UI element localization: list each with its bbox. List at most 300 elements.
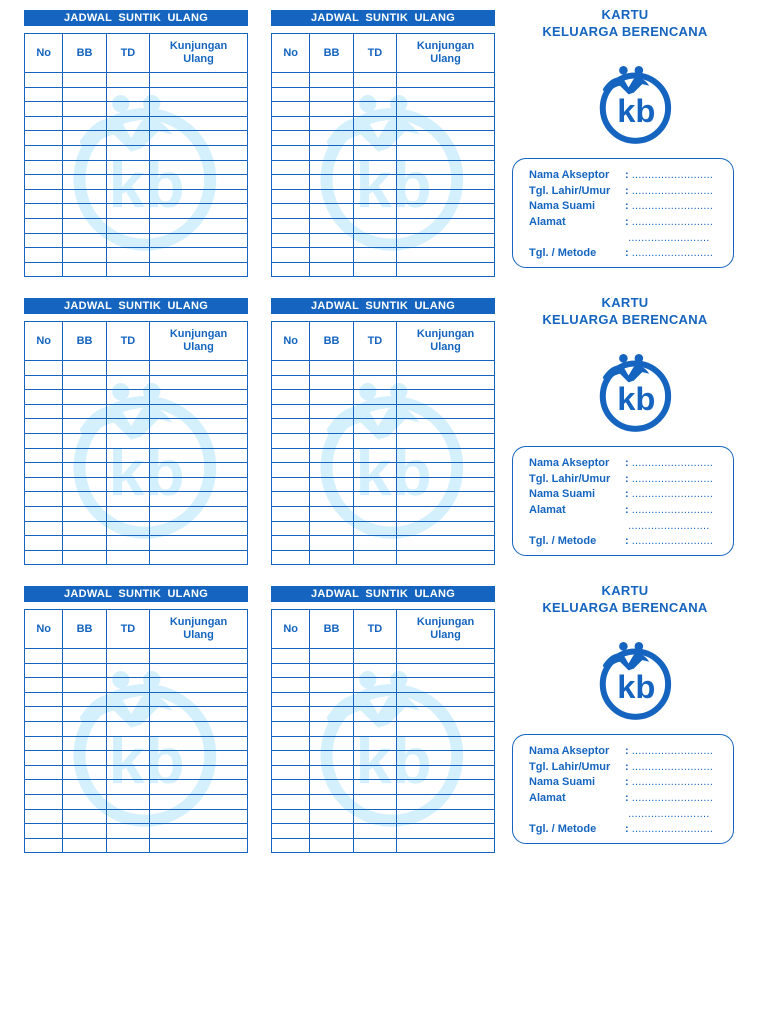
- info-field[interactable]: [529, 535, 713, 547]
- table-cell[interactable]: [25, 521, 63, 536]
- table-cell[interactable]: [63, 765, 106, 780]
- table-cell[interactable]: [353, 175, 396, 190]
- table-cell[interactable]: [63, 692, 106, 707]
- table-cell[interactable]: [63, 262, 106, 277]
- table-row[interactable]: [25, 248, 248, 263]
- table-cell[interactable]: [150, 189, 248, 204]
- table-cell[interactable]: [353, 794, 396, 809]
- table-cell[interactable]: [63, 448, 106, 463]
- table-cell[interactable]: [397, 404, 495, 419]
- table-cell[interactable]: [310, 477, 353, 492]
- table-cell[interactable]: [397, 175, 495, 190]
- table-cell[interactable]: [63, 736, 106, 751]
- table-cell[interactable]: [106, 794, 149, 809]
- table-row[interactable]: [25, 809, 248, 824]
- table-cell[interactable]: [106, 175, 149, 190]
- table-cell[interactable]: [63, 233, 106, 248]
- table-row[interactable]: [25, 492, 248, 507]
- table-row[interactable]: [25, 448, 248, 463]
- table-cell[interactable]: [106, 233, 149, 248]
- table-cell[interactable]: [63, 838, 106, 853]
- table-cell[interactable]: [63, 824, 106, 839]
- table-cell[interactable]: [25, 361, 63, 376]
- table-cell[interactable]: [272, 390, 310, 405]
- table-row[interactable]: [272, 521, 495, 536]
- table-cell[interactable]: [106, 663, 149, 678]
- table-cell[interactable]: [310, 492, 353, 507]
- table-row[interactable]: [25, 678, 248, 693]
- table-cell[interactable]: [272, 649, 310, 664]
- table-cell[interactable]: [353, 145, 396, 160]
- table-cell[interactable]: [106, 262, 149, 277]
- table-cell[interactable]: [25, 116, 63, 131]
- table-cell[interactable]: [397, 145, 495, 160]
- table-cell[interactable]: [63, 204, 106, 219]
- table-row[interactable]: [272, 506, 495, 521]
- table-cell[interactable]: [25, 536, 63, 551]
- table-row[interactable]: [25, 175, 248, 190]
- table-cell[interactable]: [310, 404, 353, 419]
- table-cell[interactable]: [106, 448, 149, 463]
- table-cell[interactable]: [397, 751, 495, 766]
- table-cell[interactable]: [353, 649, 396, 664]
- table-cell[interactable]: [106, 160, 149, 175]
- table-cell[interactable]: [106, 751, 149, 766]
- table-row[interactable]: [25, 521, 248, 536]
- table-cell[interactable]: [106, 536, 149, 551]
- table-row[interactable]: [272, 678, 495, 693]
- field-value[interactable]: .........................: [631, 776, 714, 788]
- table-cell[interactable]: [272, 189, 310, 204]
- table-cell[interactable]: [63, 492, 106, 507]
- table-cell[interactable]: [310, 116, 353, 131]
- table-cell[interactable]: [272, 448, 310, 463]
- table-row[interactable]: [25, 189, 248, 204]
- table-cell[interactable]: [353, 204, 396, 219]
- table-cell[interactable]: [397, 375, 495, 390]
- table-row[interactable]: [272, 448, 495, 463]
- table-cell[interactable]: [397, 87, 495, 102]
- table-row[interactable]: [272, 145, 495, 160]
- table-cell[interactable]: [25, 419, 63, 434]
- table-cell[interactable]: [150, 248, 248, 263]
- table-cell[interactable]: [353, 233, 396, 248]
- table-cell[interactable]: [63, 809, 106, 824]
- table-cell[interactable]: [397, 463, 495, 478]
- table-cell[interactable]: [106, 477, 149, 492]
- table-cell[interactable]: [353, 160, 396, 175]
- table-cell[interactable]: [150, 204, 248, 219]
- table-cell[interactable]: [150, 175, 248, 190]
- table-row[interactable]: [272, 204, 495, 219]
- table-cell[interactable]: [310, 550, 353, 565]
- table-cell[interactable]: [397, 204, 495, 219]
- field-value[interactable]: .........................: [631, 761, 714, 773]
- info-field[interactable]: [529, 488, 713, 500]
- table-cell[interactable]: [150, 765, 248, 780]
- table-cell[interactable]: [397, 73, 495, 88]
- table-row[interactable]: [25, 692, 248, 707]
- table-cell[interactable]: [63, 477, 106, 492]
- table-cell[interactable]: [272, 692, 310, 707]
- table-cell[interactable]: [25, 649, 63, 664]
- table-row[interactable]: [25, 433, 248, 448]
- table-cell[interactable]: [310, 663, 353, 678]
- table-row[interactable]: [272, 736, 495, 751]
- table-cell[interactable]: [25, 433, 63, 448]
- table-cell[interactable]: [106, 649, 149, 664]
- table-cell[interactable]: [150, 87, 248, 102]
- table-cell[interactable]: [353, 87, 396, 102]
- table-cell[interactable]: [25, 131, 63, 146]
- table-cell[interactable]: [353, 116, 396, 131]
- table-cell[interactable]: [272, 102, 310, 117]
- field-value[interactable]: .........................: [628, 232, 710, 244]
- table-cell[interactable]: [272, 521, 310, 536]
- table-cell[interactable]: [397, 218, 495, 233]
- table-cell[interactable]: [397, 233, 495, 248]
- table-row[interactable]: [272, 838, 495, 853]
- table-cell[interactable]: [397, 506, 495, 521]
- table-cell[interactable]: [150, 809, 248, 824]
- table-row[interactable]: [25, 477, 248, 492]
- table-cell[interactable]: [150, 262, 248, 277]
- table-cell[interactable]: [353, 521, 396, 536]
- table-cell[interactable]: [106, 404, 149, 419]
- table-cell[interactable]: [272, 233, 310, 248]
- table-cell[interactable]: [310, 649, 353, 664]
- table-row[interactable]: [272, 663, 495, 678]
- table-row[interactable]: [25, 145, 248, 160]
- table-row[interactable]: [25, 116, 248, 131]
- table-cell[interactable]: [150, 751, 248, 766]
- table-cell[interactable]: [397, 116, 495, 131]
- table-cell[interactable]: [63, 649, 106, 664]
- table-cell[interactable]: [25, 692, 63, 707]
- table-cell[interactable]: [397, 649, 495, 664]
- table-cell[interactable]: [25, 736, 63, 751]
- table-cell[interactable]: [397, 390, 495, 405]
- table-cell[interactable]: [397, 838, 495, 853]
- table-cell[interactable]: [25, 824, 63, 839]
- table-cell[interactable]: [353, 433, 396, 448]
- table-cell[interactable]: [63, 550, 106, 565]
- table-cell[interactable]: [397, 663, 495, 678]
- table-cell[interactable]: [353, 721, 396, 736]
- table-cell[interactable]: [310, 736, 353, 751]
- table-cell[interactable]: [106, 824, 149, 839]
- table-row[interactable]: [25, 649, 248, 664]
- table-row[interactable]: [272, 102, 495, 117]
- table-cell[interactable]: [310, 433, 353, 448]
- table-row[interactable]: [272, 419, 495, 434]
- info-field[interactable]: [529, 808, 709, 820]
- field-value[interactable]: .........................: [628, 808, 710, 820]
- table-cell[interactable]: [150, 404, 248, 419]
- table-cell[interactable]: [25, 492, 63, 507]
- table-row[interactable]: [272, 116, 495, 131]
- info-field[interactable]: [529, 457, 713, 469]
- table-row[interactable]: [272, 390, 495, 405]
- table-cell[interactable]: [310, 204, 353, 219]
- table-row[interactable]: [25, 794, 248, 809]
- table-cell[interactable]: [272, 262, 310, 277]
- table-cell[interactable]: [353, 477, 396, 492]
- table-cell[interactable]: [353, 248, 396, 263]
- table-cell[interactable]: [272, 492, 310, 507]
- table-cell[interactable]: [106, 248, 149, 263]
- table-cell[interactable]: [272, 721, 310, 736]
- table-row[interactable]: [25, 736, 248, 751]
- field-value[interactable]: .........................: [628, 520, 710, 532]
- table-cell[interactable]: [25, 102, 63, 117]
- table-cell[interactable]: [106, 809, 149, 824]
- field-value[interactable]: .........................: [631, 535, 714, 547]
- table-cell[interactable]: [106, 506, 149, 521]
- table-cell[interactable]: [150, 838, 248, 853]
- table-cell[interactable]: [25, 707, 63, 722]
- info-field[interactable]: [529, 200, 713, 212]
- table-row[interactable]: [25, 204, 248, 219]
- table-cell[interactable]: [353, 780, 396, 795]
- table-cell[interactable]: [310, 189, 353, 204]
- table-cell[interactable]: [397, 678, 495, 693]
- table-cell[interactable]: [63, 751, 106, 766]
- table-cell[interactable]: [25, 218, 63, 233]
- table-cell[interactable]: [25, 248, 63, 263]
- table-cell[interactable]: [272, 707, 310, 722]
- table-row[interactable]: [272, 492, 495, 507]
- table-cell[interactable]: [310, 73, 353, 88]
- table-cell[interactable]: [310, 707, 353, 722]
- table-cell[interactable]: [25, 678, 63, 693]
- table-row[interactable]: [272, 780, 495, 795]
- table-cell[interactable]: [106, 390, 149, 405]
- table-row[interactable]: [272, 692, 495, 707]
- table-cell[interactable]: [106, 463, 149, 478]
- table-row[interactable]: [25, 838, 248, 853]
- table-row[interactable]: [272, 404, 495, 419]
- table-cell[interactable]: [25, 375, 63, 390]
- table-cell[interactable]: [272, 809, 310, 824]
- table-cell[interactable]: [397, 131, 495, 146]
- table-cell[interactable]: [106, 736, 149, 751]
- table-cell[interactable]: [63, 175, 106, 190]
- table-cell[interactable]: [310, 448, 353, 463]
- table-cell[interactable]: [353, 809, 396, 824]
- table-cell[interactable]: [106, 433, 149, 448]
- table-cell[interactable]: [106, 87, 149, 102]
- info-field[interactable]: [529, 232, 709, 244]
- table-cell[interactable]: [63, 248, 106, 263]
- table-cell[interactable]: [353, 550, 396, 565]
- table-cell[interactable]: [25, 262, 63, 277]
- table-row[interactable]: [25, 102, 248, 117]
- info-field[interactable]: [529, 823, 713, 835]
- table-cell[interactable]: [397, 736, 495, 751]
- table-cell[interactable]: [25, 809, 63, 824]
- table-cell[interactable]: [63, 678, 106, 693]
- table-cell[interactable]: [397, 794, 495, 809]
- table-row[interactable]: [25, 506, 248, 521]
- table-cell[interactable]: [353, 506, 396, 521]
- table-cell[interactable]: [150, 102, 248, 117]
- table-row[interactable]: [25, 160, 248, 175]
- table-cell[interactable]: [25, 838, 63, 853]
- table-cell[interactable]: [397, 102, 495, 117]
- table-row[interactable]: [272, 433, 495, 448]
- table-cell[interactable]: [106, 73, 149, 88]
- table-cell[interactable]: [25, 233, 63, 248]
- table-cell[interactable]: [106, 780, 149, 795]
- table-cell[interactable]: [353, 692, 396, 707]
- table-row[interactable]: [25, 218, 248, 233]
- table-cell[interactable]: [272, 375, 310, 390]
- table-cell[interactable]: [150, 375, 248, 390]
- table-cell[interactable]: [397, 809, 495, 824]
- table-cell[interactable]: [150, 361, 248, 376]
- table-cell[interactable]: [150, 390, 248, 405]
- table-row[interactable]: [272, 765, 495, 780]
- table-row[interactable]: [25, 233, 248, 248]
- table-cell[interactable]: [353, 663, 396, 678]
- table-cell[interactable]: [310, 809, 353, 824]
- table-cell[interactable]: [272, 361, 310, 376]
- table-cell[interactable]: [63, 73, 106, 88]
- table-cell[interactable]: [63, 794, 106, 809]
- table-cell[interactable]: [25, 404, 63, 419]
- table-cell[interactable]: [353, 404, 396, 419]
- table-cell[interactable]: [25, 175, 63, 190]
- table-cell[interactable]: [397, 692, 495, 707]
- info-field[interactable]: [529, 169, 713, 181]
- table-cell[interactable]: [150, 477, 248, 492]
- table-cell[interactable]: [310, 262, 353, 277]
- table-cell[interactable]: [272, 838, 310, 853]
- table-cell[interactable]: [25, 721, 63, 736]
- table-cell[interactable]: [353, 131, 396, 146]
- table-cell[interactable]: [150, 419, 248, 434]
- table-cell[interactable]: [150, 521, 248, 536]
- table-cell[interactable]: [272, 204, 310, 219]
- table-cell[interactable]: [310, 506, 353, 521]
- table-row[interactable]: [272, 87, 495, 102]
- table-cell[interactable]: [150, 780, 248, 795]
- table-cell[interactable]: [25, 390, 63, 405]
- table-cell[interactable]: [106, 375, 149, 390]
- table-cell[interactable]: [25, 189, 63, 204]
- table-cell[interactable]: [272, 145, 310, 160]
- table-cell[interactable]: [353, 492, 396, 507]
- info-field[interactable]: [529, 792, 713, 804]
- table-cell[interactable]: [353, 536, 396, 551]
- table-cell[interactable]: [272, 116, 310, 131]
- field-value[interactable]: .........................: [631, 216, 714, 228]
- table-cell[interactable]: [63, 375, 106, 390]
- table-cell[interactable]: [150, 218, 248, 233]
- table-cell[interactable]: [353, 189, 396, 204]
- table-cell[interactable]: [353, 262, 396, 277]
- table-cell[interactable]: [272, 678, 310, 693]
- table-cell[interactable]: [353, 361, 396, 376]
- table-cell[interactable]: [150, 116, 248, 131]
- table-cell[interactable]: [150, 663, 248, 678]
- table-cell[interactable]: [150, 506, 248, 521]
- table-cell[interactable]: [25, 751, 63, 766]
- table-cell[interactable]: [106, 692, 149, 707]
- table-row[interactable]: [25, 780, 248, 795]
- table-cell[interactable]: [106, 838, 149, 853]
- table-cell[interactable]: [106, 102, 149, 117]
- field-value[interactable]: .........................: [631, 823, 714, 835]
- table-cell[interactable]: [397, 448, 495, 463]
- field-value[interactable]: .........................: [631, 488, 714, 500]
- info-field[interactable]: [529, 761, 713, 773]
- table-row[interactable]: [272, 160, 495, 175]
- table-cell[interactable]: [353, 463, 396, 478]
- table-cell[interactable]: [150, 131, 248, 146]
- table-cell[interactable]: [106, 204, 149, 219]
- field-value[interactable]: .........................: [631, 504, 714, 516]
- table-row[interactable]: [272, 721, 495, 736]
- table-cell[interactable]: [150, 736, 248, 751]
- table-cell[interactable]: [25, 87, 63, 102]
- field-value[interactable]: .........................: [631, 745, 714, 757]
- table-cell[interactable]: [397, 248, 495, 263]
- table-row[interactable]: [272, 175, 495, 190]
- table-cell[interactable]: [63, 463, 106, 478]
- table-cell[interactable]: [25, 73, 63, 88]
- table-cell[interactable]: [150, 463, 248, 478]
- table-cell[interactable]: [272, 751, 310, 766]
- table-row[interactable]: [272, 463, 495, 478]
- table-cell[interactable]: [106, 765, 149, 780]
- table-cell[interactable]: [397, 780, 495, 795]
- table-cell[interactable]: [150, 160, 248, 175]
- table-cell[interactable]: [106, 707, 149, 722]
- table-cell[interactable]: [310, 175, 353, 190]
- table-cell[interactable]: [150, 233, 248, 248]
- table-row[interactable]: [25, 375, 248, 390]
- table-row[interactable]: [272, 189, 495, 204]
- table-cell[interactable]: [310, 521, 353, 536]
- table-cell[interactable]: [353, 448, 396, 463]
- table-cell[interactable]: [63, 433, 106, 448]
- table-cell[interactable]: [63, 116, 106, 131]
- table-cell[interactable]: [25, 448, 63, 463]
- info-field[interactable]: [529, 473, 713, 485]
- table-cell[interactable]: [272, 477, 310, 492]
- table-cell[interactable]: [63, 87, 106, 102]
- table-cell[interactable]: [150, 492, 248, 507]
- table-cell[interactable]: [106, 678, 149, 693]
- table-cell[interactable]: [397, 160, 495, 175]
- table-row[interactable]: [272, 809, 495, 824]
- table-row[interactable]: [25, 765, 248, 780]
- info-field[interactable]: [529, 216, 713, 228]
- table-row[interactable]: [272, 218, 495, 233]
- table-cell[interactable]: [25, 160, 63, 175]
- table-cell[interactable]: [353, 73, 396, 88]
- table-cell[interactable]: [310, 463, 353, 478]
- table-row[interactable]: [272, 262, 495, 277]
- table-cell[interactable]: [106, 721, 149, 736]
- table-cell[interactable]: [25, 663, 63, 678]
- table-cell[interactable]: [25, 477, 63, 492]
- field-value[interactable]: .........................: [631, 247, 714, 259]
- table-cell[interactable]: [353, 419, 396, 434]
- table-cell[interactable]: [106, 218, 149, 233]
